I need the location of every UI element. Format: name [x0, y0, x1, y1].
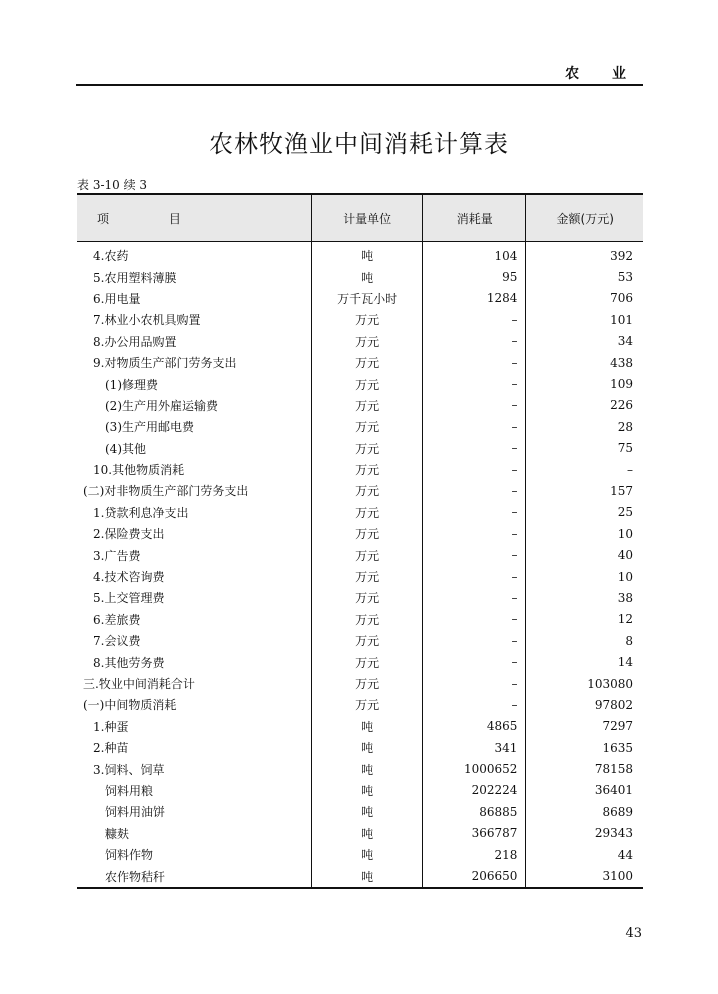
table-row [77, 416, 643, 437]
row-amount-cell: – [526, 459, 643, 480]
row-amount-cell: 7297 [526, 716, 643, 737]
row-unit-cell: 万元 [312, 352, 423, 373]
row-amount-cell: 8 [526, 630, 643, 651]
table-row [77, 758, 643, 779]
row-amount-cell: 706 [526, 288, 643, 309]
row-item-cell: 3.广告费 [93, 548, 141, 563]
table-row [77, 844, 643, 865]
row-item-cell: 8.办公用品购置 [93, 334, 177, 349]
row-unit-cell: 吨 [312, 242, 423, 267]
row-quantity-cell: – [423, 331, 526, 352]
table-row [77, 651, 643, 672]
row-amount-cell: 40 [526, 544, 643, 565]
table-row [77, 694, 643, 715]
column-header-item: 项 目 [77, 194, 312, 242]
row-amount-cell: 438 [526, 352, 643, 373]
row-item-cell: 饲料用粮 [105, 783, 154, 798]
row-amount-cell: 8689 [526, 801, 643, 822]
column-header-unit: 计量单位 [312, 194, 423, 242]
table-row [77, 480, 643, 501]
row-item-cell: 5.农用塑料薄膜 [93, 270, 177, 285]
row-unit-cell: 万元 [312, 459, 423, 480]
row-unit-cell: 万元 [312, 694, 423, 715]
row-quantity-cell: 341 [423, 737, 526, 758]
table-label: 表 3-10 续 3 [77, 178, 148, 192]
row-quantity-cell: – [423, 416, 526, 437]
row-quantity-cell: – [423, 309, 526, 330]
table-row [77, 352, 643, 373]
table-row [77, 523, 643, 544]
row-item-cell: 10.其他物质消耗 [93, 463, 185, 478]
row-quantity-cell: – [423, 352, 526, 373]
row-amount-cell: 10 [526, 523, 643, 544]
table-row [77, 609, 643, 630]
row-unit-cell: 万元 [312, 502, 423, 523]
table-row [77, 373, 643, 394]
row-amount-cell: 28 [526, 416, 643, 437]
table-row [77, 242, 643, 267]
row-amount-cell: 1635 [526, 737, 643, 758]
row-unit-cell: 万元 [312, 438, 423, 459]
row-unit-cell: 万元 [312, 566, 423, 587]
row-quantity-cell: – [423, 523, 526, 544]
row-item-cell: 1.种蛋 [93, 719, 129, 734]
row-unit-cell: 万元 [312, 331, 423, 352]
row-amount-cell: 78158 [526, 758, 643, 779]
row-unit-cell: 万元 [312, 416, 423, 437]
row-item-cell: 饲料作物 [105, 848, 154, 863]
row-amount-cell: 53 [526, 266, 643, 287]
row-unit-cell: 万元 [312, 630, 423, 651]
row-amount-cell: 25 [526, 502, 643, 523]
row-item-cell: 8.其他劳务费 [93, 655, 165, 670]
table-row [77, 823, 643, 844]
table-row [77, 288, 643, 309]
row-item-cell: 4.农药 [93, 249, 129, 264]
row-item-cell: (2)生产用外雇运输费 [105, 398, 218, 413]
row-quantity-cell: – [423, 373, 526, 394]
row-quantity-cell: 95 [423, 266, 526, 287]
row-quantity-cell: – [423, 438, 526, 459]
table-row [77, 331, 643, 352]
row-item-cell: 三.牧业中间消耗合计 [83, 677, 195, 691]
table-row [77, 865, 643, 887]
row-item-cell: (一)中间物质消耗 [83, 698, 177, 713]
row-unit-cell: 万千瓦小时 [312, 288, 423, 309]
row-item-cell: 1.贷款利息净支出 [93, 505, 189, 520]
row-amount-cell: 157 [526, 480, 643, 501]
row-item-cell: 6.差旅费 [93, 612, 141, 627]
row-amount-cell: 12 [526, 609, 643, 630]
row-amount-cell: 97802 [526, 694, 643, 715]
table-row [77, 266, 643, 287]
row-item-cell: (4)其他 [105, 441, 146, 456]
row-unit-cell: 万元 [312, 651, 423, 672]
row-item-cell: 3.饲料、饲草 [93, 762, 165, 777]
row-unit-cell: 吨 [312, 823, 423, 844]
row-quantity-cell: 206650 [423, 865, 526, 887]
table-body [77, 242, 643, 888]
table-header-row [77, 194, 643, 242]
table-row [77, 737, 643, 758]
table-row [77, 630, 643, 651]
row-item-cell: 6.用电量 [93, 291, 141, 306]
column-header-quantity: 消耗量 [423, 194, 526, 242]
row-item-cell: 饲料用油饼 [105, 805, 166, 820]
row-unit-cell: 吨 [312, 844, 423, 865]
row-item-cell: (1)修理费 [105, 377, 158, 392]
row-item-cell: 7.林业小农机具购置 [93, 313, 201, 328]
row-quantity-cell: 202224 [423, 780, 526, 801]
row-amount-cell: 14 [526, 651, 643, 672]
row-quantity-cell: 218 [423, 844, 526, 865]
row-unit-cell: 万元 [312, 373, 423, 394]
table-row [77, 438, 643, 459]
row-quantity-cell: – [423, 480, 526, 501]
row-amount-cell: 392 [526, 242, 643, 267]
row-item-cell: 2.保险费支出 [93, 527, 165, 542]
row-amount-cell: 109 [526, 373, 643, 394]
table-row [77, 459, 643, 480]
column-header-amount: 金额(万元) [526, 194, 643, 242]
table-row [77, 544, 643, 565]
row-quantity-cell: – [423, 694, 526, 715]
row-unit-cell: 吨 [312, 266, 423, 287]
row-amount-cell: 10 [526, 566, 643, 587]
table-row [77, 395, 643, 416]
table-row [77, 716, 643, 737]
table-row [77, 309, 643, 330]
row-quantity-cell: 1000652 [423, 758, 526, 779]
row-item-cell: 农作物秸秆 [77, 865, 312, 887]
table-row [77, 801, 643, 822]
running-header-section: 农 业 [565, 66, 640, 82]
page-number: 43 [625, 926, 642, 941]
row-quantity-cell: – [423, 651, 526, 672]
row-item-cell: 2.种苗 [93, 741, 129, 756]
page-title: 农林牧渔业中间消耗计算表 [209, 130, 509, 158]
row-quantity-cell: – [423, 630, 526, 651]
row-quantity-cell: – [423, 609, 526, 630]
row-quantity-cell: – [423, 566, 526, 587]
row-quantity-cell: 1284 [423, 288, 526, 309]
row-quantity-cell: – [423, 544, 526, 565]
row-amount-cell: 75 [526, 438, 643, 459]
row-unit-cell: 万元 [312, 609, 423, 630]
table-row [77, 673, 643, 694]
row-unit-cell: 万元 [312, 587, 423, 608]
row-item-cell: 糠麸 [105, 826, 130, 841]
row-quantity-cell: – [423, 502, 526, 523]
row-item-cell: (二)对非物质生产部门劳务支出 [83, 484, 249, 499]
row-quantity-cell: 104 [423, 242, 526, 267]
row-amount-cell: 101 [526, 309, 643, 330]
row-amount-cell: 38 [526, 587, 643, 608]
table-row [77, 780, 643, 801]
header-rule [76, 84, 643, 86]
row-unit-cell: 万元 [312, 544, 423, 565]
row-amount-cell: 29343 [526, 823, 643, 844]
row-quantity-cell: – [423, 395, 526, 416]
row-unit-cell: 吨 [312, 865, 423, 887]
table-row [77, 502, 643, 523]
row-unit-cell: 吨 [312, 758, 423, 779]
row-item-cell: (3)生产用邮电费 [105, 420, 194, 435]
row-quantity-cell: 366787 [423, 823, 526, 844]
row-quantity-cell: – [423, 587, 526, 608]
row-unit-cell: 万元 [312, 309, 423, 330]
row-amount-cell: 34 [526, 331, 643, 352]
row-unit-cell: 吨 [312, 780, 423, 801]
row-amount-cell: 103080 [526, 673, 643, 694]
row-quantity-cell: 86885 [423, 801, 526, 822]
row-unit-cell: 万元 [312, 673, 423, 694]
row-unit-cell: 万元 [312, 395, 423, 416]
table-row [77, 566, 643, 587]
row-quantity-cell: 4865 [423, 716, 526, 737]
row-unit-cell: 万元 [312, 523, 423, 544]
row-amount-cell: 3100 [526, 865, 643, 887]
row-amount-cell: 44 [526, 844, 643, 865]
row-item-cell: 5.上交管理费 [93, 591, 165, 606]
row-item-cell: 9.对物质生产部门劳务支出 [93, 356, 237, 371]
consumption-table [77, 193, 643, 889]
row-unit-cell: 吨 [312, 737, 423, 758]
row-item-cell: 7.会议费 [93, 634, 141, 649]
row-unit-cell: 吨 [312, 716, 423, 737]
row-unit-cell: 万元 [312, 480, 423, 501]
table-row [77, 587, 643, 608]
row-amount-cell: 36401 [526, 780, 643, 801]
row-amount-cell: 226 [526, 395, 643, 416]
row-unit-cell: 吨 [312, 801, 423, 822]
row-item-cell: 4.技术咨询费 [93, 570, 165, 585]
row-quantity-cell: – [423, 459, 526, 480]
row-quantity-cell: – [423, 673, 526, 694]
